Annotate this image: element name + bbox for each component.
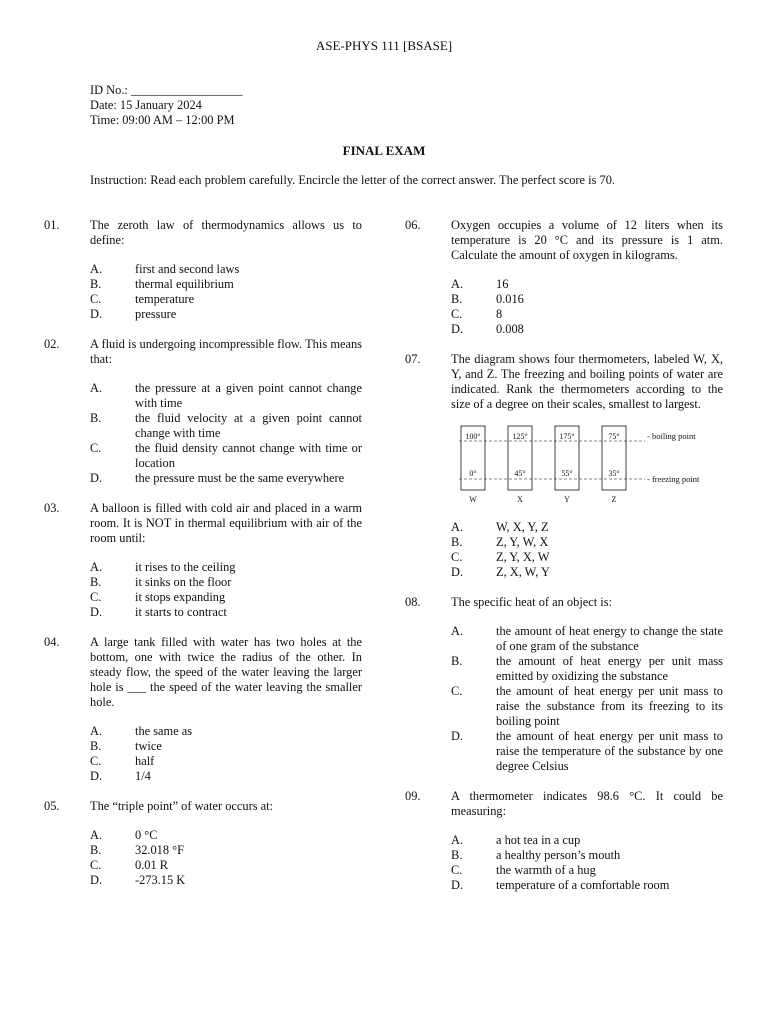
choice-text: temperature — [135, 292, 195, 306]
choice-text: the fluid velocity at a given point cannot change with time — [135, 411, 362, 440]
thermometer-w-label: W — [469, 495, 477, 504]
choice-letter: D. — [451, 878, 464, 892]
choice-text: W, X, Y, Z — [496, 520, 549, 534]
choice-letter: C. — [451, 863, 463, 877]
choice-letter: A. — [90, 381, 103, 395]
choice-letter: A. — [90, 560, 103, 574]
right-column — [405, 218, 723, 908]
question-number: 06. — [405, 218, 421, 232]
choice-letter: A. — [90, 262, 103, 276]
choice-text: a healthy person’s mouth — [496, 848, 621, 862]
choice-d[interactable] — [90, 605, 362, 620]
choice-letter: B. — [451, 654, 463, 668]
question-text: The diagram shows four thermometers, labeled W, X, Y, and Z. The freezing and boiling points of water are indicated. Rank the thermometers according to the size of a degree on their scales, smallest to largest. — [451, 352, 723, 411]
choice-a[interactable] — [90, 262, 362, 277]
choice-letter: D. — [451, 565, 464, 579]
thermometer-z-label: Z — [611, 495, 617, 504]
choice-text: the pressure must be the same everywhere — [135, 471, 345, 485]
thermometer-w-boil: 100° — [465, 432, 481, 441]
choice-letter: B. — [90, 277, 102, 291]
choice-text: it stops expanding — [135, 590, 226, 604]
choice-d[interactable] — [90, 471, 362, 486]
choice-d[interactable] — [451, 729, 723, 774]
choice-text: 0.016 — [496, 292, 524, 306]
choice-letter: A. — [90, 724, 103, 738]
choice-letter: A. — [451, 277, 464, 291]
choice-letter: D. — [90, 307, 103, 321]
question-05 — [44, 799, 362, 888]
question-number: 07. — [405, 352, 421, 366]
thermometer-diagram-svg — [459, 424, 719, 504]
choice-a[interactable] — [451, 520, 723, 535]
choice-b[interactable] — [90, 411, 362, 441]
choice-text: 8 — [496, 307, 503, 321]
question-08 — [405, 595, 723, 774]
choice-letter: D. — [90, 471, 103, 485]
choice-letter: B. — [451, 535, 463, 549]
choice-b[interactable] — [90, 843, 362, 858]
choice-b[interactable] — [451, 535, 723, 550]
choice-text: Z, Y, W, X — [496, 535, 549, 549]
choice-a[interactable] — [90, 381, 362, 411]
left-column — [44, 218, 362, 903]
thermometer-y-label: Y — [564, 495, 570, 504]
choice-text: 32.018 °F — [135, 843, 185, 857]
choice-c[interactable] — [90, 292, 362, 307]
choice-b[interactable] — [90, 277, 362, 292]
choice-b[interactable] — [90, 575, 362, 590]
thermometer-x-boil: 125° — [512, 432, 528, 441]
choice-a[interactable] — [451, 624, 723, 654]
question-04 — [44, 635, 362, 784]
thermometer-y-boil: 175° — [559, 432, 575, 441]
choice-text: the amount of heat energy to change the state of one gram of the substance — [496, 624, 723, 653]
choice-letter: C. — [90, 292, 102, 306]
choice-text: a hot tea in a cup — [496, 833, 581, 847]
choice-b[interactable] — [451, 292, 723, 307]
choice-letter: B. — [90, 739, 102, 753]
choice-c[interactable] — [90, 590, 362, 605]
choice-c[interactable] — [451, 684, 723, 729]
choice-c[interactable] — [90, 858, 362, 873]
choice-text: -273.15 K — [135, 873, 186, 887]
choice-letter: A. — [451, 520, 464, 534]
choice-letter: C. — [451, 550, 463, 564]
choice-c[interactable] — [451, 307, 723, 322]
choice-text: the amount of heat energy per unit mass to raise the substance from its freezing to its boiling point — [496, 684, 723, 728]
question-09 — [405, 789, 723, 893]
exam-title: FINAL EXAM — [342, 143, 426, 158]
thermometer-x-label: X — [517, 495, 523, 504]
choice-b[interactable] — [451, 654, 723, 684]
question-text: The specific heat of an object is: — [451, 595, 613, 609]
choice-a[interactable] — [90, 560, 362, 575]
choice-text: the fluid density cannot change with time or location — [135, 441, 362, 470]
choice-letter: D. — [90, 873, 103, 887]
choice-d[interactable] — [90, 307, 362, 322]
choice-text: it starts to contract — [135, 605, 227, 619]
instruction: Instruction: Read each problem carefully. Encircle the letter of the correct answer. The perfect score is 70. — [90, 173, 615, 187]
choice-text: Z, X, W, Y — [496, 565, 550, 579]
choice-d[interactable] — [451, 565, 723, 580]
choice-letter: B. — [451, 292, 463, 306]
choice-letter: C. — [451, 684, 463, 698]
choice-a[interactable] — [90, 724, 362, 739]
choice-text: it rises to the ceiling — [135, 560, 236, 574]
choice-b[interactable] — [90, 739, 362, 754]
choice-text: the warmth of a hug — [496, 863, 596, 877]
question-02 — [44, 337, 362, 486]
question-number: 04. — [44, 635, 60, 649]
choice-letter: A. — [451, 833, 464, 847]
choice-a[interactable] — [90, 828, 362, 843]
choice-letter: D. — [90, 769, 103, 783]
question-number: 01. — [44, 218, 60, 232]
question-number: 02. — [44, 337, 60, 351]
choice-text: the amount of heat energy per unit mass to raise the temperature of the substance by one degree Celsius — [496, 729, 723, 773]
thermometer-w-freeze: 0° — [469, 469, 477, 478]
choice-d[interactable] — [90, 769, 362, 784]
course-code: ASE-PHYS 111 [BSASE] — [315, 38, 453, 53]
choice-letter: A. — [451, 624, 464, 638]
choice-text: thermal equilibrium — [135, 277, 234, 291]
date-line: Date: 15 January 2024 — [90, 98, 202, 112]
choice-letter: C. — [90, 441, 102, 455]
thermometer-z-boil: 75° — [608, 432, 620, 441]
choice-letter: D. — [451, 729, 464, 743]
boiling-point-label: - boiling point — [647, 431, 696, 441]
choice-text: 0 °C — [135, 828, 158, 842]
question-number: 03. — [44, 501, 60, 515]
choice-text: 0.008 — [496, 322, 524, 336]
question-text: Oxygen occupies a volume of 12 liters when its temperature is 20 °C and its pressure is 1 atm. Calculate the amount of oxygen in kilograms. — [451, 218, 723, 262]
thermometer-z-freeze: 35° — [608, 469, 620, 478]
choice-d[interactable] — [451, 878, 723, 893]
choice-letter: D. — [90, 605, 103, 619]
question-number: 08. — [405, 595, 421, 609]
choice-a[interactable] — [451, 277, 723, 292]
id-number-line: ID No.: __________________ — [90, 83, 243, 97]
choice-letter: C. — [90, 754, 102, 768]
question-text: The “triple point” of water occurs at: — [90, 799, 274, 813]
question-01 — [44, 218, 362, 322]
question-text: A fluid is undergoing incompressible flow. This means that: — [90, 337, 362, 366]
choice-text: Z, Y, X, W — [496, 550, 550, 564]
question-06 — [405, 218, 723, 337]
question-number: 05. — [44, 799, 60, 813]
choice-d[interactable] — [90, 873, 362, 888]
question-text: A balloon is filled with cold air and placed in a warm room. It is NOT in thermal equilibrium with air of the room until: — [90, 501, 362, 545]
choice-letter: B. — [90, 411, 102, 425]
choice-text: it sinks on the floor — [135, 575, 232, 589]
choice-b[interactable] — [451, 848, 723, 863]
choice-text: pressure — [135, 307, 177, 321]
question-07 — [405, 352, 723, 580]
choice-letter: C. — [451, 307, 463, 321]
choice-text: twice — [135, 739, 162, 753]
choice-text: 16 — [496, 277, 509, 291]
choice-letter: C. — [90, 590, 102, 604]
choice-text: the same as — [135, 724, 193, 738]
question-text: The zeroth law of thermodynamics allows us to define: — [90, 218, 362, 247]
choice-c[interactable] — [451, 863, 723, 878]
choice-text: first and second laws — [135, 262, 240, 276]
choice-letter: C. — [90, 858, 102, 872]
choice-text: the amount of heat energy per unit mass emitted by oxidizing the substance — [496, 654, 723, 683]
choice-text: 1/4 — [135, 769, 151, 783]
choice-a[interactable] — [451, 833, 723, 848]
question-03 — [44, 501, 362, 620]
thermometer-y-freeze: 55° — [561, 469, 573, 478]
choice-letter: B. — [90, 843, 102, 857]
question-text: A thermometer indicates 98.6 °C. It could be measuring: — [451, 789, 723, 818]
choice-text: 0.01 R — [135, 858, 169, 872]
question-text: A large tank filled with water has two holes at the bottom, one with twice the radius of the other. In steady flow, the speed of the water leaving the larger hole is ___ the speed of the water leaving the smaller hole. — [90, 635, 362, 709]
choice-text: the pressure at a given point cannot change with time — [135, 381, 362, 410]
question-number: 09. — [405, 789, 421, 803]
thermometer-x-freeze: 45° — [514, 469, 526, 478]
choice-letter: D. — [451, 322, 464, 336]
choice-d[interactable] — [451, 322, 723, 337]
choice-text: half — [135, 754, 155, 768]
choice-c[interactable] — [90, 441, 362, 471]
freezing-point-label: - freezing point — [647, 474, 700, 484]
choice-letter: B. — [90, 575, 102, 589]
choice-c[interactable] — [90, 754, 362, 769]
choice-letter: A. — [90, 828, 103, 842]
exam-meta — [90, 83, 242, 128]
time-line: Time: 09:00 AM – 12:00 PM — [90, 113, 235, 127]
choice-text: temperature of a comfortable room — [496, 878, 670, 892]
thermometer-diagram — [459, 424, 723, 504]
choice-letter: B. — [451, 848, 463, 862]
choice-c[interactable] — [451, 550, 723, 565]
